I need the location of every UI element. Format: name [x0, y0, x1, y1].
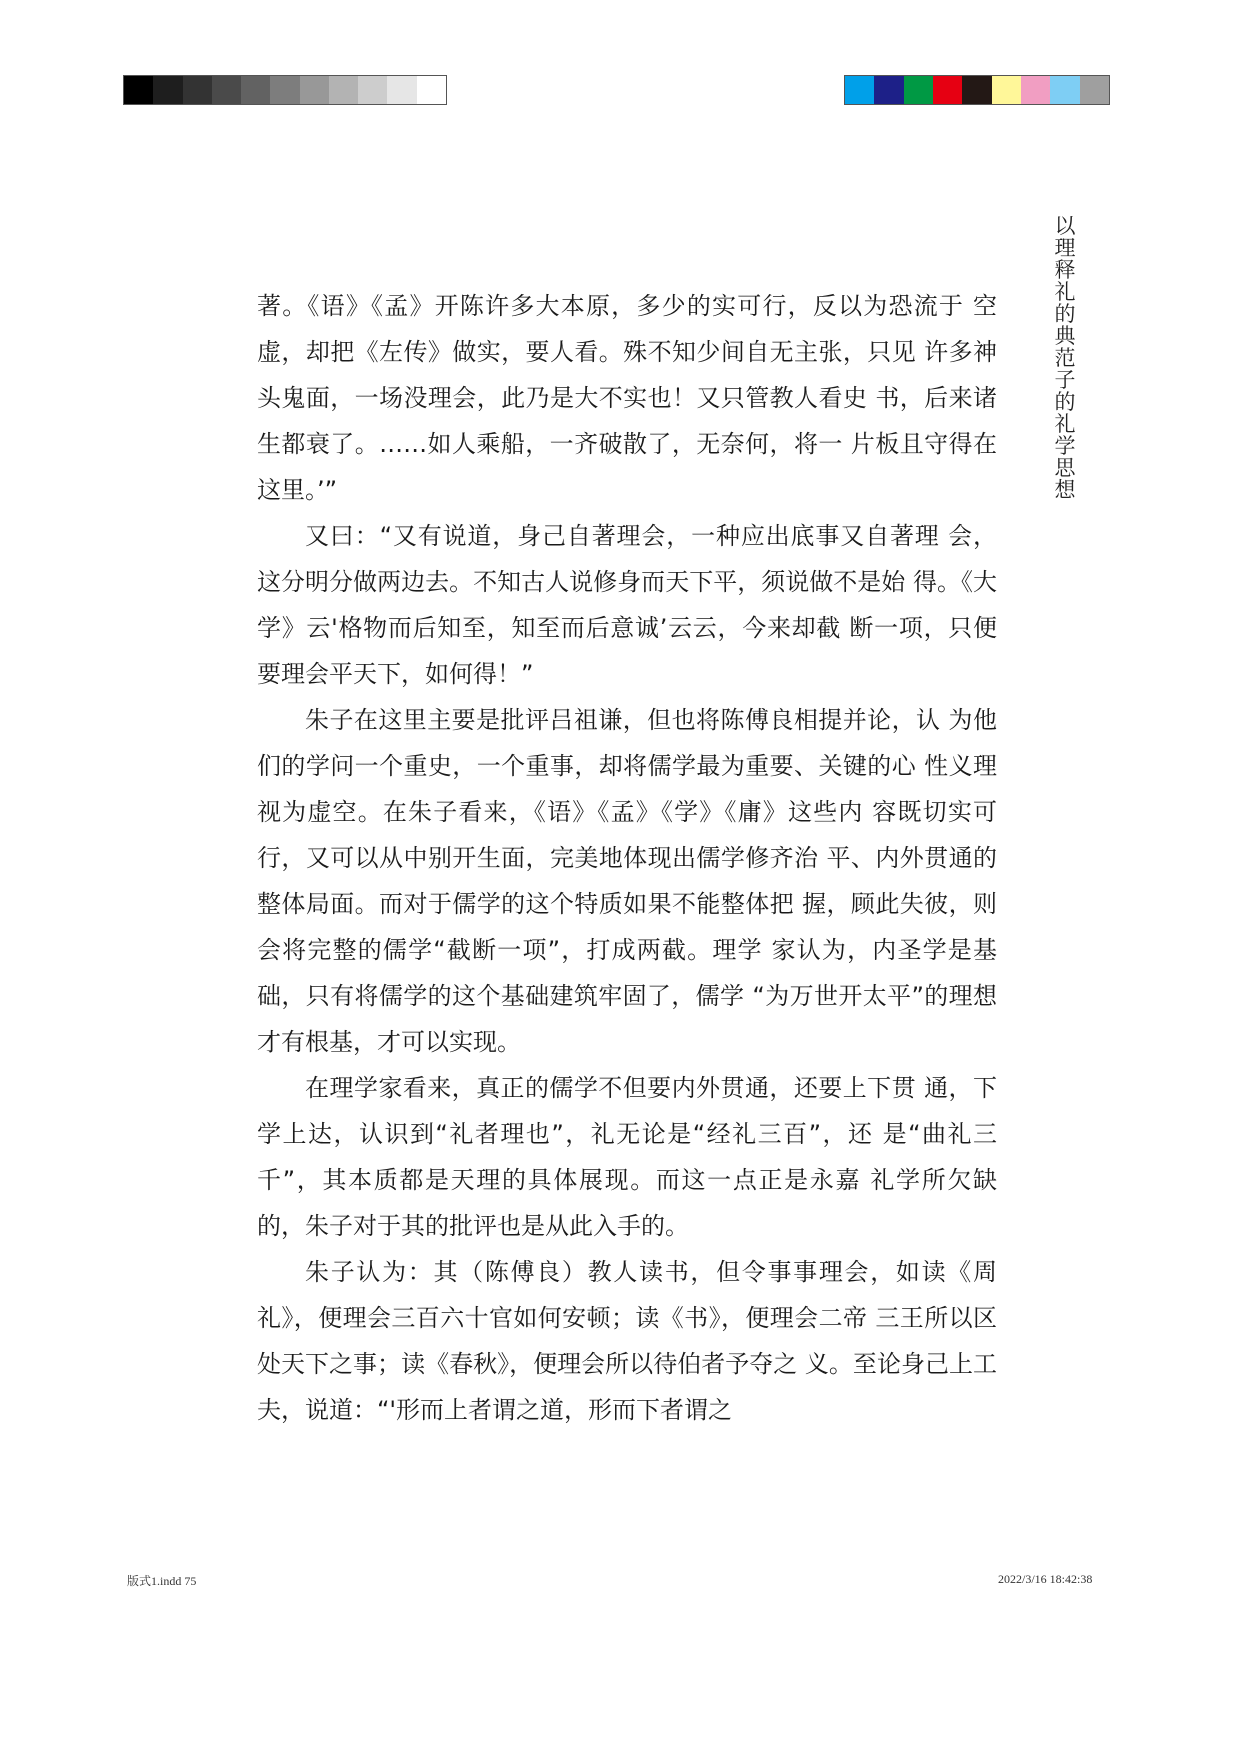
running-title-vertical [1052, 215, 1078, 501]
gray-registration-bar [123, 75, 447, 105]
color-swatch [300, 76, 329, 104]
paragraph: 著。《语》《孟》开陈许多大本原，多少的实可行，反以为恐流于 空虚，却把《左传》做实，要人看。殊不知少间自无主张，只见 许多神头鬼面，一场没理会，此乃是大不实也！又只管教人看史 书，后来诸生都衰了。……如人乘船，一齐破散了，无奈何，将一 片板且守得在这里。’” [257, 292, 997, 504]
color-swatch [270, 76, 299, 104]
paragraph: 朱子在这里主要是批评吕祖谦，但也将陈傅良相提并论，认 为他们的学问一个重史，一个重事，却将儒学最为重要、关键的心 性义理视为虚空。在朱子看来，《语》《孟》《学》《庸》这些内 容既切实可行，又可以从中别开生面，完美地体现出儒学修齐治 平、内外贯通的整体局面。而对于儒学的这个特质如果不能整体把 握，顾此失彼，则会将完整的儒学“截断一项”，打成两截。理学 家认为，内圣学是基础，只有将儒学的这个基础建筑牢固了，儒学 “为万世开太平”的理想才有根基，才可以实现。 [257, 706, 997, 1056]
color-swatch [874, 76, 903, 104]
color-swatch [1050, 76, 1079, 104]
title-char: 理 [1054, 236, 1076, 260]
color-swatch [329, 76, 358, 104]
color-swatch [153, 76, 182, 104]
paragraph: 在理学家看来，真正的儒学不但要内外贯通，还要上下贯 通，下学上达，认识到“礼者理也”，礼无论是“经礼三百”，还 是“曲礼三千”，其本质都是天理的具体展现。而这一点正是永嘉 礼学所欠缺的，朱子对于其的批评也是从此入手的。 [257, 1074, 997, 1240]
paragraph: 朱子认为：其（陈傅良）教人读书，但令事事理会，如读《周 礼》，便理会三百六十官如何安顿；读《书》，便理会二帝 三王所以区处天下之事；读《春秋》，便理会所以待伯者予夺之 义。至论身己上工夫，说道：“'形而上者谓之道，形而下者谓之 [257, 1258, 997, 1424]
title-char: 释 [1054, 258, 1076, 282]
title-char: 礼 [1054, 280, 1076, 304]
title-char: 想 [1054, 478, 1076, 502]
color-swatch [992, 76, 1021, 104]
color-swatch [241, 76, 270, 104]
footer-file-label: 版式1.indd 75 [127, 1574, 197, 1588]
paragraph: 又曰：“又有说道，身己自著理会，一种应出底事又自著理 会，这分明分做两边去。不知古人说修身而天下平，须说做不是始 得。《大学》云'格物而后知至，知至而后意诚’云云，今来却截 断一项，只便要理会平天下，如何得！” [257, 522, 997, 688]
title-char: 礼 [1054, 412, 1076, 436]
title-char: 思 [1054, 456, 1076, 480]
color-swatch [417, 76, 446, 104]
color-swatch [933, 76, 962, 104]
color-registration-bar [844, 75, 1110, 105]
title-char: 的 [1054, 302, 1076, 326]
title-char: 子 [1054, 368, 1076, 392]
title-char: 典 [1054, 324, 1076, 348]
title-char: 学 [1054, 434, 1076, 458]
color-swatch [1021, 76, 1050, 104]
page-body [257, 283, 997, 1433]
color-swatch [124, 76, 153, 104]
color-swatch [845, 76, 874, 104]
title-char: 范 [1054, 346, 1076, 370]
footer-timestamp: 2022/3/16 18:42:38 [998, 1572, 1093, 1586]
color-swatch [212, 76, 241, 104]
color-swatch [387, 76, 416, 104]
color-swatch [183, 76, 212, 104]
color-swatch [358, 76, 387, 104]
title-char: 的 [1054, 390, 1076, 414]
color-swatch [962, 76, 991, 104]
title-char: 以 [1054, 214, 1076, 238]
color-swatch [904, 76, 933, 104]
color-swatch [1080, 76, 1109, 104]
